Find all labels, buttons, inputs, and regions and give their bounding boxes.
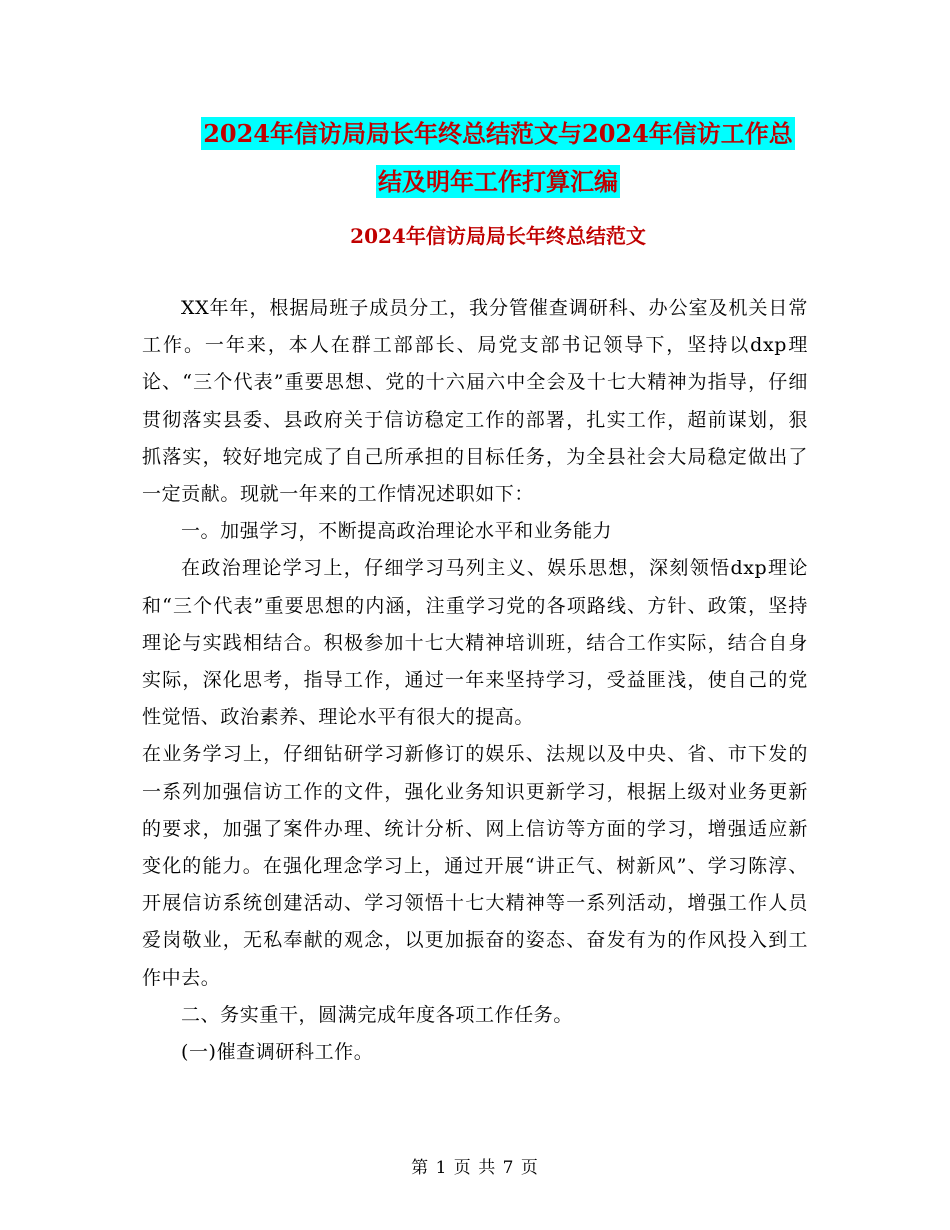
document-title bbox=[142, 110, 854, 206]
title-line-2: 结及明年工作打算汇编 bbox=[378, 167, 618, 196]
paragraph-heading-2: 二、务实重干，圆满完成年度各项工作任务。 bbox=[180, 1003, 573, 1026]
paragraph-intro: XX年年，根据局班子成员分工，我分管催查调研科、办公室及机关日常工作。一年来，本人在群工部部长、局党支部书记领导下，坚持以dxp理论、“三个代表”重要思想、党的十六届六中全会及十七大精神为指导，仔细贯彻落实县委、县政府关于信访稳定工作的部署，扎实工作，超前谋划，狠抓落实，较好地完成了自己所承担的目标任务，为全县社会大局稳定做出了一定贡献。现就一年来的工作情况述职如下： bbox=[142, 297, 808, 506]
paragraph-subheading-1: (一)催查调研科工作。 bbox=[180, 1041, 374, 1064]
paragraph-heading-1: 一。加强学习，不断提高政治理论水平和业务能力 bbox=[180, 520, 613, 543]
paragraph-study-political: 在政治理论学习上，仔细学习马列主义、娱乐思想，深刻领悟dxp理论和“三个代表”重要思想的内涵，注重学习党的各项路线、方针、政策，坚持理论与实践相结合。积极参加十七大精神培训班，结合工作实际，结合自身实际，深化思考，指导工作，通过一年来坚持学习，受益匪浅，使自己的党性觉悟、政治素养、理论水平有很大的提高。 bbox=[142, 557, 808, 729]
document-body bbox=[142, 290, 808, 1071]
page-footer: 第 1 页 共 7 页 bbox=[411, 1158, 539, 1178]
title-line-1: 2024年信访局局长年终总结范文与2024年信访工作总 bbox=[203, 119, 793, 148]
paragraph-study-business: 在业务学习上，仔细钻研学习新修订的娱乐、法规以及中央、省、市下发的一系列加强信访工作的文件，强化业务知识更新学习，根据上级对业务更新的要求，加强了案件办理、统计分析、网上信访等方面的学习，增强适应新变化的能力。在强化理念学习上，通过开展“讲正气、树新风”、学习陈淳、开展信访系统创建活动、学习领悟十七大精神等一系列活动，增强工作人员爱岗敬业，无私奉献的观念，以更加振奋的姿态、奋发有为的作风投入到工作中去。 bbox=[142, 743, 808, 989]
section-title: 2024年信访局局长年终总结范文 bbox=[350, 224, 646, 248]
